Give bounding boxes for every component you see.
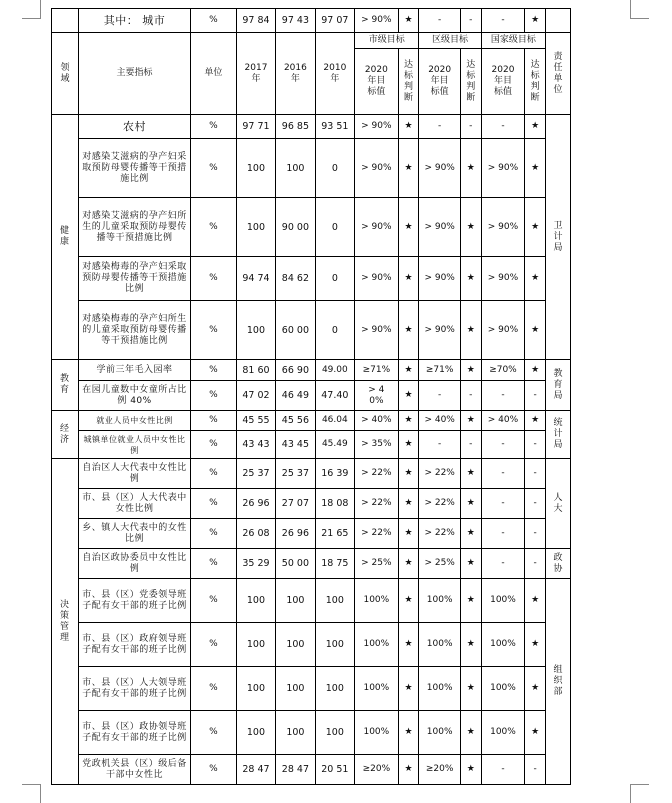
- indicator-name: 自治区政协委员中女性比例: [78, 549, 190, 579]
- district-judge: ★: [460, 198, 481, 257]
- indicator-name: 城镇单位就业人员中女性比例: [78, 431, 190, 459]
- district-judge: -: [460, 431, 481, 459]
- domain-health: 健康: [52, 115, 79, 360]
- district-target: -: [419, 9, 461, 33]
- district-judge: ★: [460, 667, 481, 711]
- value-2016: 100: [276, 579, 315, 623]
- table-row: [52, 257, 571, 301]
- district-judge: ★: [460, 257, 481, 301]
- value-2010: 100: [315, 667, 354, 711]
- unit: %: [191, 579, 237, 623]
- national-target: -: [481, 519, 525, 549]
- national-target: -: [481, 381, 525, 411]
- unit: %: [191, 459, 237, 489]
- table-row: [52, 139, 571, 198]
- indicator-name: 在园儿童数中女童所占比例 40%: [78, 381, 190, 411]
- indicator-name: 农村: [78, 115, 190, 139]
- city-target: > 22%: [355, 519, 399, 549]
- national-judge: ★: [525, 360, 546, 381]
- district-judge: ★: [460, 411, 481, 431]
- district-judge: -: [460, 115, 481, 139]
- responsible-education: 教育局: [546, 360, 571, 411]
- district-judge: ★: [460, 489, 481, 519]
- national-judge: ★: [525, 139, 546, 198]
- city-target: > 40%: [355, 411, 399, 431]
- responsible-cell: [546, 9, 571, 33]
- district-judge: -: [460, 381, 481, 411]
- district-target: -: [419, 431, 461, 459]
- value-2010: 97 07: [315, 9, 354, 33]
- crop-mark-top-right: [630, 0, 649, 19]
- value-2016: 43 45: [276, 431, 315, 459]
- value-2017: 97 71: [236, 115, 275, 139]
- value-2010: 0: [315, 139, 354, 198]
- value-2017: 100: [236, 139, 275, 198]
- indicator-name: 市、县（区）党委领导班子配有女干部的班子比例: [78, 579, 190, 623]
- national-target: -: [481, 459, 525, 489]
- value-2010: 0: [315, 301, 354, 360]
- city-target: > 25%: [355, 549, 399, 579]
- national-judge: -: [525, 381, 546, 411]
- unit: %: [191, 115, 237, 139]
- value-2016: 60 00: [276, 301, 315, 360]
- unit: %: [191, 489, 237, 519]
- value-2010: 47.40: [315, 381, 354, 411]
- indicator-name: 对感染艾滋病的孕产妇所生的儿童采取预防母婴传播等干预措施比例: [78, 198, 190, 257]
- header-district-level: 区级目标: [419, 33, 481, 49]
- city-judge: ★: [398, 711, 419, 755]
- district-target: > 22%: [419, 519, 461, 549]
- indicator-name: 市、县（区）人大代表中女性比例: [78, 489, 190, 519]
- header-national-target: 2020年目标值: [481, 49, 525, 115]
- district-judge: ★: [460, 549, 481, 579]
- header-district-target: 2020年目标值: [419, 49, 461, 115]
- table-row: [52, 115, 571, 139]
- table-row: [52, 9, 571, 33]
- district-judge: ★: [460, 711, 481, 755]
- value-2017: 100: [236, 623, 275, 667]
- indicator-name: 市、县（区）政协领导班子配有女干部的班子比例: [78, 711, 190, 755]
- unit: %: [191, 711, 237, 755]
- table-row: [52, 579, 571, 623]
- national-target: -: [481, 549, 525, 579]
- header-national-level: 国家级目标: [481, 33, 545, 49]
- national-target: > 40%: [481, 411, 525, 431]
- value-2017: 43 43: [236, 431, 275, 459]
- national-target: -: [481, 9, 525, 33]
- value-2017: 100: [236, 579, 275, 623]
- table-row: [52, 301, 571, 360]
- indicator-name: 市、县（区）人大领导班子配有女干部的班子比例: [78, 667, 190, 711]
- city-judge: ★: [398, 623, 419, 667]
- city-judge: ★: [398, 755, 419, 785]
- city-judge: ★: [398, 549, 419, 579]
- city-target: > 90%: [355, 301, 399, 360]
- city-judge: ★: [398, 489, 419, 519]
- district-target: ≥20%: [419, 755, 461, 785]
- national-target: -: [481, 431, 525, 459]
- national-judge: ★: [525, 623, 546, 667]
- value-2017: 28 47: [236, 755, 275, 785]
- city-judge: ★: [398, 360, 419, 381]
- table-row: [52, 711, 571, 755]
- unit: %: [191, 755, 237, 785]
- national-judge: ★: [525, 198, 546, 257]
- table-row: [52, 755, 571, 785]
- value-2010: 46.04: [315, 411, 354, 431]
- city-target: 100%: [355, 667, 399, 711]
- city-target: 100%: [355, 623, 399, 667]
- header-city-judge: 达标判断: [398, 49, 419, 115]
- district-target: -: [419, 381, 461, 411]
- domain-decision: 决策管理: [52, 459, 79, 785]
- city-judge: ★: [398, 579, 419, 623]
- indicator-name: 就业人员中女性比例: [78, 411, 190, 431]
- district-target: > 22%: [419, 459, 461, 489]
- responsible-cppcc: 政协: [546, 549, 571, 579]
- value-2017: 45 55: [236, 411, 275, 431]
- unit: %: [191, 9, 237, 33]
- unit: %: [191, 257, 237, 301]
- unit: %: [191, 301, 237, 360]
- national-target: -: [481, 755, 525, 785]
- national-judge: -: [525, 755, 546, 785]
- city-judge: ★: [398, 301, 419, 360]
- value-2010: 49.00: [315, 360, 354, 381]
- value-2010: 100: [315, 623, 354, 667]
- national-target: > 90%: [481, 301, 525, 360]
- district-judge: ★: [460, 579, 481, 623]
- header-responsible: 责任单位: [546, 33, 571, 115]
- table-row: [52, 198, 571, 257]
- city-judge: ★: [398, 459, 419, 489]
- value-2010: 93 51: [315, 115, 354, 139]
- value-2016: 96 85: [276, 115, 315, 139]
- value-2017: 81 60: [236, 360, 275, 381]
- national-target: 100%: [481, 623, 525, 667]
- district-target: > 90%: [419, 139, 461, 198]
- national-judge: -: [525, 519, 546, 549]
- value-2016: 100: [276, 711, 315, 755]
- header-2016: 2016年: [276, 33, 315, 115]
- value-2017: 97 84: [236, 9, 275, 33]
- unit: %: [191, 431, 237, 459]
- header-2010: 2010年: [315, 33, 354, 115]
- city-target: > 22%: [355, 459, 399, 489]
- crop-mark-bottom-left: [22, 784, 41, 803]
- crop-mark-bottom-right: [630, 784, 649, 803]
- value-2016: 45 56: [276, 411, 315, 431]
- national-judge: ★: [525, 301, 546, 360]
- national-judge: ★: [525, 411, 546, 431]
- city-target: > 35%: [355, 431, 399, 459]
- national-judge: ★: [525, 667, 546, 711]
- city-judge: ★: [398, 667, 419, 711]
- city-target: > 22%: [355, 489, 399, 519]
- district-target: > 90%: [419, 257, 461, 301]
- value-2016: 90 00: [276, 198, 315, 257]
- indicator-name: 对感染艾滋病的孕产妇采取预防母婴传播等干预措施比例: [78, 139, 190, 198]
- city-target: > 90%: [355, 115, 399, 139]
- value-2010: 0: [315, 198, 354, 257]
- district-target: 100%: [419, 579, 461, 623]
- indicator-name: 市、县（区）政府领导班子配有女干部的班子比例: [78, 623, 190, 667]
- value-2016: 97 43: [276, 9, 315, 33]
- national-target: 100%: [481, 579, 525, 623]
- national-target: > 90%: [481, 139, 525, 198]
- value-2016: 84 62: [276, 257, 315, 301]
- city-target: 100%: [355, 579, 399, 623]
- unit: %: [191, 411, 237, 431]
- table-row: [52, 549, 571, 579]
- district-judge: ★: [460, 360, 481, 381]
- header-2017: 2017年: [236, 33, 275, 115]
- national-judge: ★: [525, 711, 546, 755]
- value-2017: 100: [236, 711, 275, 755]
- crop-mark-top-left: [22, 0, 41, 19]
- value-2016: 66 90: [276, 360, 315, 381]
- header-national-judge: 达标判断: [525, 49, 546, 115]
- district-judge: ★: [460, 459, 481, 489]
- city-judge: ★: [398, 257, 419, 301]
- value-2016: 26 96: [276, 519, 315, 549]
- city-target: > 40%: [355, 381, 399, 411]
- national-judge: ★: [525, 579, 546, 623]
- value-2016: 25 37: [276, 459, 315, 489]
- unit: %: [191, 549, 237, 579]
- value-2010: 45.49: [315, 431, 354, 459]
- responsible-npc: 人大: [546, 459, 571, 549]
- indicator-name: 党政机关县（区）级后备干部中女性比: [78, 755, 190, 785]
- header-domain: 领域: [52, 33, 79, 115]
- city-judge: ★: [398, 411, 419, 431]
- table-row: [52, 360, 571, 381]
- table-row: [52, 489, 571, 519]
- table-row: [52, 411, 571, 431]
- district-judge: ★: [460, 755, 481, 785]
- responsible-organization: 组织部: [546, 579, 571, 785]
- value-2016: 100: [276, 667, 315, 711]
- indicator-name: 对感染梅毒的孕产妇所生的儿童采取预防母婴传播等干预措施比例: [78, 301, 190, 360]
- district-target: 100%: [419, 667, 461, 711]
- responsible-statistics: 统计局: [546, 411, 571, 459]
- indicator-table: [51, 8, 571, 785]
- table-row: [52, 431, 571, 459]
- district-target: 100%: [419, 711, 461, 755]
- domain-education: 教育: [52, 360, 79, 411]
- city-judge: ★: [398, 431, 419, 459]
- national-judge: -: [525, 459, 546, 489]
- national-judge: -: [525, 431, 546, 459]
- district-target: ≥71%: [419, 360, 461, 381]
- header-unit: 单位: [191, 33, 237, 115]
- value-2010: 18 08: [315, 489, 354, 519]
- national-judge: ★: [525, 115, 546, 139]
- unit: %: [191, 381, 237, 411]
- unit: %: [191, 667, 237, 711]
- unit: %: [191, 139, 237, 198]
- district-target: > 25%: [419, 549, 461, 579]
- city-judge: ★: [398, 115, 419, 139]
- value-2010: 20 51: [315, 755, 354, 785]
- national-judge: -: [525, 489, 546, 519]
- district-judge: ★: [460, 301, 481, 360]
- national-target: > 90%: [481, 198, 525, 257]
- indicator-name: 乡、镇人大代表中的女性比例: [78, 519, 190, 549]
- indicator-name: 其中： 城市: [78, 9, 190, 33]
- national-judge: ★: [525, 257, 546, 301]
- city-target: > 90%: [355, 257, 399, 301]
- value-2016: 28 47: [276, 755, 315, 785]
- value-2017: 25 37: [236, 459, 275, 489]
- value-2017: 100: [236, 301, 275, 360]
- value-2017: 100: [236, 198, 275, 257]
- district-judge: ★: [460, 623, 481, 667]
- indicator-name: 自治区人大代表中女性比例: [78, 459, 190, 489]
- header-indicator: 主要指标: [78, 33, 190, 115]
- city-judge: ★: [398, 198, 419, 257]
- domain-economy: 经济: [52, 411, 79, 459]
- district-target: > 22%: [419, 489, 461, 519]
- city-target: 100%: [355, 711, 399, 755]
- indicator-name: 对感染梅毒的孕产妇采取预防母婴传播等干预措施比例: [78, 257, 190, 301]
- unit: %: [191, 623, 237, 667]
- table-row: [52, 519, 571, 549]
- value-2010: 18 75: [315, 549, 354, 579]
- city-judge: ★: [398, 139, 419, 198]
- city-judge: ★: [398, 9, 419, 33]
- value-2010: 16 39: [315, 459, 354, 489]
- value-2017: 47 02: [236, 381, 275, 411]
- city-target: > 90%: [355, 198, 399, 257]
- value-2017: 35 29: [236, 549, 275, 579]
- city-judge: ★: [398, 519, 419, 549]
- national-judge: ★: [525, 9, 546, 33]
- value-2016: 46 49: [276, 381, 315, 411]
- value-2017: 94 74: [236, 257, 275, 301]
- value-2016: 50 00: [276, 549, 315, 579]
- table-row: [52, 381, 571, 411]
- district-judge: ★: [460, 139, 481, 198]
- responsible-health: 卫计局: [546, 115, 571, 360]
- district-judge: -: [460, 9, 481, 33]
- value-2016: 100: [276, 623, 315, 667]
- header-city-level: 市级目标: [355, 33, 419, 49]
- domain-cell: [52, 9, 79, 33]
- district-target: > 90%: [419, 198, 461, 257]
- national-target: -: [481, 115, 525, 139]
- national-judge: -: [525, 549, 546, 579]
- national-target: > 90%: [481, 257, 525, 301]
- national-target: 100%: [481, 711, 525, 755]
- city-target: > 90%: [355, 139, 399, 198]
- district-target: > 90%: [419, 301, 461, 360]
- value-2010: 100: [315, 711, 354, 755]
- table-row: [52, 623, 571, 667]
- value-2017: 26 08: [236, 519, 275, 549]
- value-2016: 100: [276, 139, 315, 198]
- city-target: > 90%: [355, 9, 399, 33]
- header-row: [52, 33, 571, 49]
- national-target: -: [481, 489, 525, 519]
- unit: %: [191, 519, 237, 549]
- district-judge: ★: [460, 519, 481, 549]
- national-target: ≥70%: [481, 360, 525, 381]
- header-city-target: 2020年目标值: [355, 49, 399, 115]
- value-2010: 100: [315, 579, 354, 623]
- table-row: [52, 459, 571, 489]
- district-target: > 40%: [419, 411, 461, 431]
- national-target: 100%: [481, 667, 525, 711]
- value-2017: 100: [236, 667, 275, 711]
- district-target: -: [419, 115, 461, 139]
- value-2016: 27 07: [276, 489, 315, 519]
- city-target: ≥71%: [355, 360, 399, 381]
- value-2010: 0: [315, 257, 354, 301]
- city-target: ≥20%: [355, 755, 399, 785]
- district-target: 100%: [419, 623, 461, 667]
- indicator-name: 学前三年毛入园率: [78, 360, 190, 381]
- table-row: [52, 667, 571, 711]
- unit: %: [191, 360, 237, 381]
- unit: %: [191, 198, 237, 257]
- value-2010: 21 65: [315, 519, 354, 549]
- value-2017: 26 96: [236, 489, 275, 519]
- header-district-judge: 达标判断: [460, 49, 481, 115]
- city-judge: ★: [398, 381, 419, 411]
